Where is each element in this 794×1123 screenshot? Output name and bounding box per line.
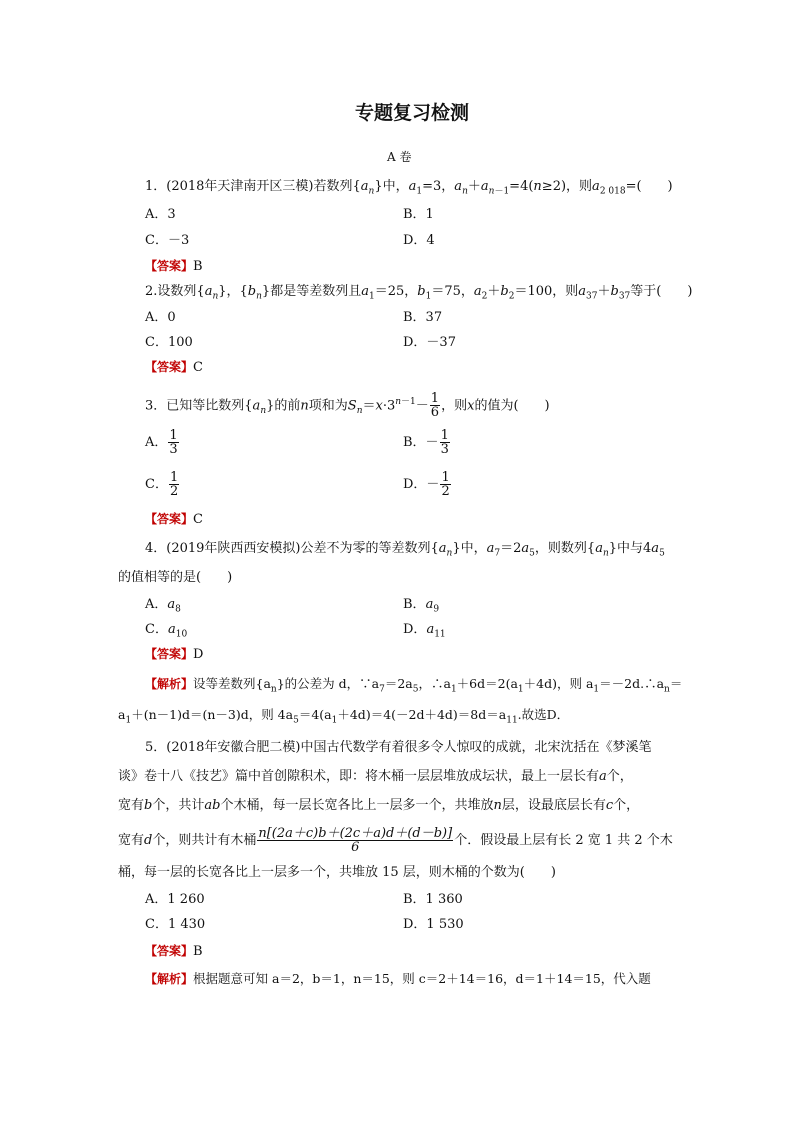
option-d: D．－37 [403, 335, 456, 350]
section-label: A 卷 [387, 150, 412, 164]
question-3: 3．已知等比数列$\{a_n\}$的前n项和为$S_n=x\cdot 3^{n-1}-$ $\frac{1}{6}$ ，则x的值为( ) [145, 391, 550, 421]
option-c: C． $\frac{1}{2}$ [145, 470, 179, 499]
option-c: C．－3 [145, 233, 190, 248]
question-1: 1．(2018年天津南开区三模)若数列$\{a_n\}$中，$a_1=3$，$a_n+a_{n-1}=4(n\ge 2)$，则$a_{2 018}=$( ) [145, 179, 673, 197]
page-title: 专题复习检测 [355, 102, 470, 124]
option-a: A．1 260 [145, 892, 205, 907]
option-a: A．0 [145, 310, 176, 325]
option-c: C．1 430 [145, 917, 206, 932]
option-b: B．$a_9$ [403, 597, 440, 615]
answer-3: 【答案】C [145, 512, 203, 527]
answer-1: 【答案】B [145, 259, 203, 274]
option-d: D．－ $\frac{1}{2}$ [403, 470, 450, 499]
option-d: D．$a_{11}$ [403, 622, 446, 640]
explanation-5: 【解析】根据题意可知 a＝2，b＝1，n＝15，则 c＝2＋14＝16，d＝1＋14＝15，代入题 [145, 971, 651, 986]
option-b: B．1 [403, 207, 434, 222]
answer-4: 【答案】D [145, 647, 204, 662]
answer-2: 【答案】C [145, 360, 203, 375]
question-5-line2: 谈》卷十八《技艺》篇中首创隙积术，即：将木桶一层层堆放成坛状，最上一层长有a个， [118, 769, 633, 784]
option-a: A．$a_8$ [145, 597, 181, 615]
question-5-line4: 宽有d个，则共计有木桶 $\frac{n[(2a+c)b+(2c+a)d+(d-b)]}{6}$ 个．假设最上层有长 2 宽 1 共 2 个木 [118, 826, 673, 855]
option-c: C．$a_{10}$ [145, 622, 188, 640]
question-5-line5: 桶，每一层的长宽各比上一层多一个，共堆放 15 层，则木桶的个数为( ) [118, 865, 556, 880]
option-b: B．1 360 [403, 892, 463, 907]
question-4: 4．(2019年陕西西安模拟)公差不为零的等差数列$\{a_n\}$中，$a_7=2a_5$，则数列$\{a_n\}$中与$4a_5$ [145, 541, 665, 559]
option-d: D．4 [403, 233, 435, 248]
option-a: A． $\frac{1}{3}$ [145, 428, 178, 457]
option-d: D．1 530 [403, 917, 464, 932]
explanation-4: 【解析】设等差数列$\{a_n\}$的公差为 d，$\because a_7=2a_5$，$\therefore a_1+6d=2(a_1+4d)$，则 $a_1=-2d.\therefore a_n=$ [145, 676, 683, 695]
option-c: C．100 [145, 335, 193, 350]
question-2: 2.设数列$\{a_n\}$，$\{b_n\}$都是等差数列且$a_1=25$，$b_1=75$，$a_2+b_2=100$，则$a_{37}+b_{37}$等于( ) [145, 284, 693, 302]
option-b: B．37 [403, 310, 443, 325]
question-4-line2: 的值相等的是( ) [118, 570, 233, 585]
option-b: B．－ $\frac{1}{3}$ [403, 428, 449, 457]
question-5-line3: 宽有b个，共计ab个木桶，每一层长宽各比上一层多一个，共堆放n层，设最底层长有c个， [118, 798, 640, 813]
explanation-4-line2: $a_1+(n-1)d=(n-3)d$，则 $4a_5=4(a_1+4d)=4(-2d+4d)=8d=a_{11}$.故选D． [118, 707, 570, 726]
question-5-line1: 5．(2018年安徽合肥二模)中国古代数学有着很多令人惊叹的成就，北宋沈括在《梦溪笔 [145, 740, 652, 755]
option-a: A．3 [145, 207, 176, 222]
answer-5: 【答案】B [145, 944, 203, 959]
